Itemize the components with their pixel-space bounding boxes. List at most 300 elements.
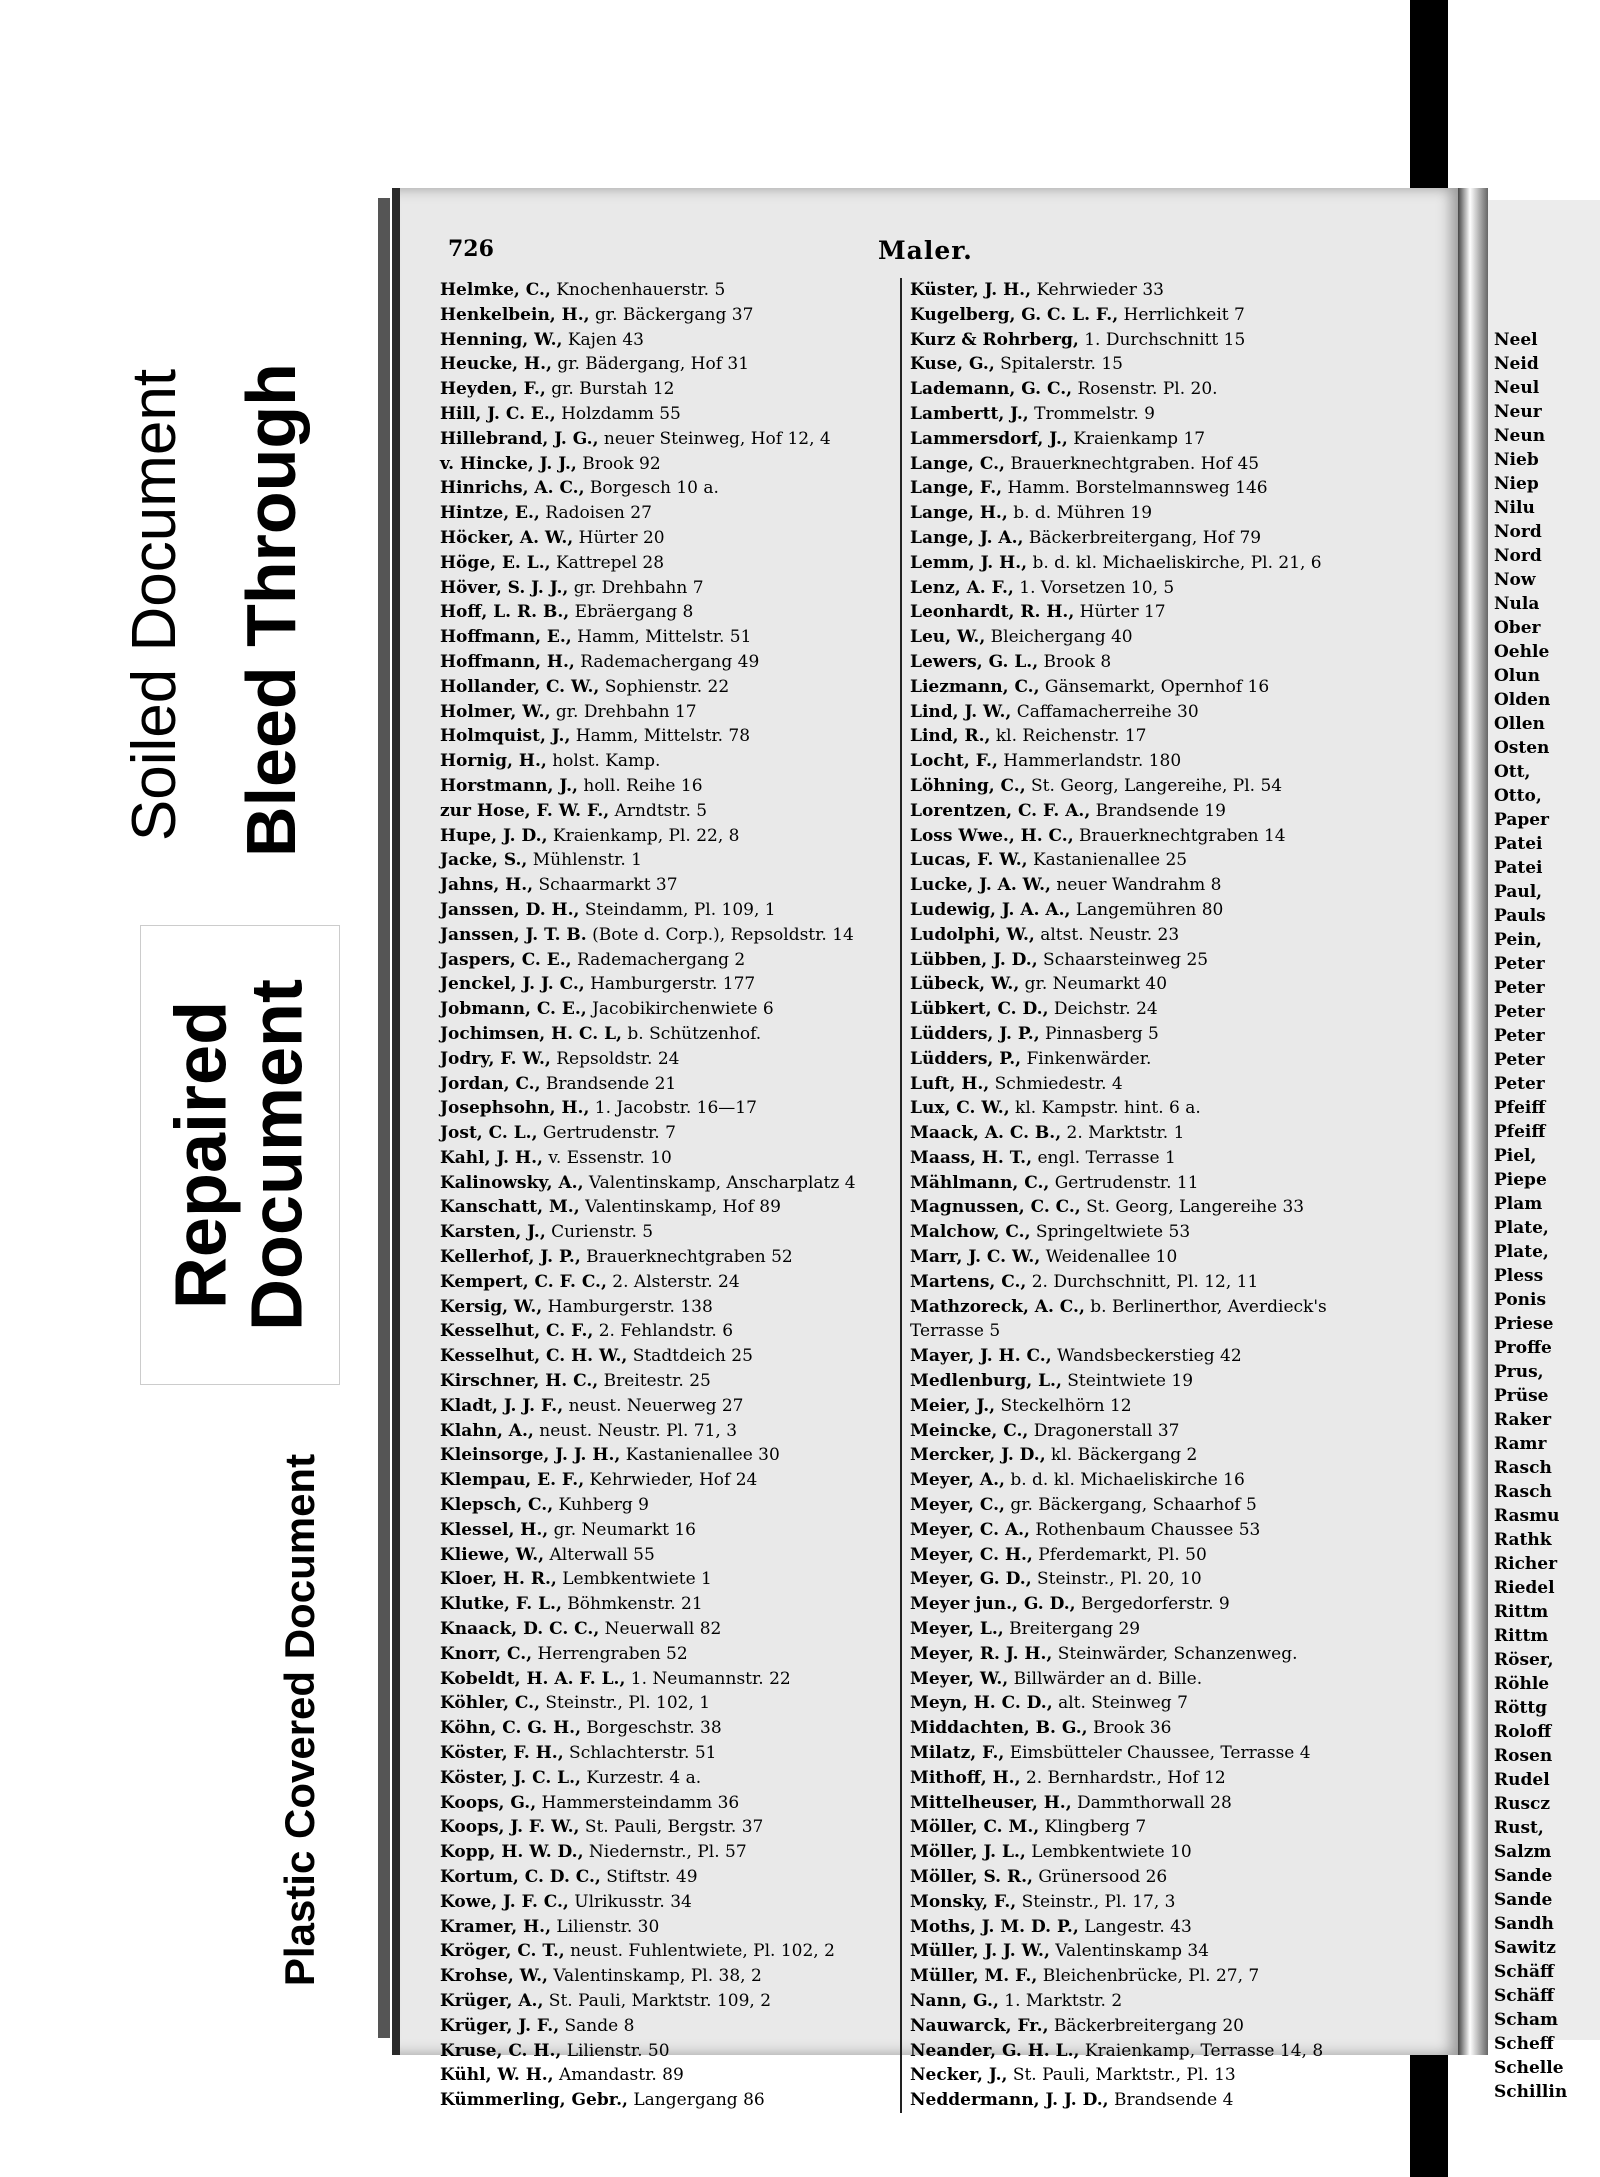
directory-entry — [910, 1022, 1400, 1047]
entry-name: Koops, G., — [440, 1792, 537, 1813]
right-page-fragment — [1488, 200, 1600, 2102]
entry-name: Kümmerling, Gebr., — [440, 2090, 628, 2111]
entry-name: Holmquist, J., — [440, 726, 571, 747]
directory-entry — [440, 1369, 890, 1394]
entry-address: Holzdamm 55 — [561, 403, 681, 424]
entry-name: Kopp, H. W. D., — [440, 1842, 584, 1863]
entry-address: Brook 36 — [1093, 1718, 1172, 1739]
entry-name: Kanschatt, M., — [440, 1197, 580, 1218]
entry-address: kl. Kampstr. hint. 6 a. — [1015, 1098, 1201, 1119]
entry-name: Kellerhof, J. P., — [440, 1247, 581, 1268]
directory-entry — [440, 898, 890, 923]
right-page-fragment-line: Röttg — [1494, 1698, 1548, 1718]
entry-address: Valentinskamp, Pl. 38, 2 — [553, 1966, 762, 1987]
directory-entry — [440, 1518, 890, 1543]
entry-name: Lucas, F. W., — [910, 850, 1028, 871]
directory-entry — [440, 972, 890, 997]
entry-name: Meier, J., — [910, 1395, 996, 1416]
entry-address: Kehrwieder 33 — [1036, 280, 1164, 300]
right-page-fragment-line: Patei — [1494, 834, 1543, 854]
entry-address: Billwärder an d. Bille. — [1013, 1668, 1203, 1689]
right-page-fragment-line: Prüse — [1494, 1386, 1549, 1406]
entry-name: Köhler, C., — [440, 1693, 540, 1714]
right-page-fragment-line: Schäff — [1494, 1962, 1554, 1982]
page-edge — [378, 198, 390, 2038]
entry-name: Klahn, A., — [440, 1420, 534, 1441]
entry-address: 2. Alsterstr. 24 — [612, 1271, 740, 1292]
entry-address: Lilienstr. 50 — [566, 2040, 670, 2061]
entry-address: Sophienstr. 22 — [604, 676, 730, 697]
directory-entry — [440, 1195, 890, 1220]
entry-name: Heyden, F., — [440, 379, 546, 400]
entry-address: neust. Neuerweg 27 — [568, 1395, 744, 1416]
directory-entry — [910, 1766, 1400, 1791]
directory-entry — [910, 1667, 1400, 1692]
entry-address: Brandsende 19 — [1095, 800, 1226, 821]
entry-name: Locht, F., — [910, 751, 998, 772]
soiled-document-label — [110, 300, 200, 910]
directory-entry — [910, 377, 1400, 402]
right-page-fragment-line: Osten — [1494, 738, 1550, 758]
entry-address: b. d. kl. Michaeliskirche, Pl. 21, 6 — [1032, 552, 1322, 573]
directory-entry — [910, 1072, 1400, 1097]
entry-name: Höcker, A. W., — [440, 527, 574, 548]
directory-entry — [910, 1394, 1400, 1419]
entry-address: Steinwärder, Schanzenweg. — [1057, 1643, 1298, 1664]
directory-entry — [910, 551, 1400, 576]
directory-entry — [440, 1295, 890, 1320]
entry-address: St. Pauli, Bergstr. 37 — [584, 1817, 764, 1838]
directory-entry — [910, 625, 1400, 650]
entry-address: Lilienstr. 30 — [556, 1916, 660, 1937]
entry-name: Liezmann, C., — [910, 676, 1040, 697]
directory-entry — [440, 1245, 890, 1270]
entry-name: Kruse, C. H., — [440, 2040, 562, 2061]
entry-address: Schaarsteinweg 25 — [1043, 949, 1209, 970]
entry-name: Hornig, H., — [440, 751, 547, 772]
directory-entry — [910, 352, 1400, 377]
directory-entry — [440, 2088, 890, 2113]
entry-name: Luft, H., — [910, 1073, 990, 1094]
entry-name: Moths, J. M. D. P., — [910, 1916, 1079, 1937]
entry-name: Jenckel, J. J. C., — [440, 974, 585, 995]
entry-address: Kehrwieder, Hof 24 — [589, 1470, 758, 1491]
entry-name: Lux, C. W., — [910, 1098, 1010, 1119]
right-page-fragment-line: Neul — [1494, 378, 1540, 398]
entry-address: 2. Fehlandstr. 6 — [598, 1321, 734, 1342]
entry-name: Hollander, C. W., — [440, 676, 600, 697]
entry-address: Brauerknechtgraben 14 — [1079, 825, 1286, 846]
directory-entry — [440, 774, 890, 799]
entry-name: Hintze, E., — [440, 503, 540, 524]
entry-name: Henning, W., — [440, 329, 563, 350]
directory-entry — [910, 1865, 1400, 1890]
entry-name: Höge, E. L., — [440, 552, 551, 573]
right-page-fragment-line: Ott, — [1494, 762, 1531, 782]
right-page-fragment-line: Schäff — [1494, 1986, 1554, 2006]
repaired-line-1: Repaired — [161, 1000, 242, 1310]
right-page-list — [1488, 328, 1567, 2104]
entry-name: Leu, W., — [910, 627, 986, 648]
entry-name: Kloer, H. R., — [440, 1569, 557, 1590]
entry-name: Meyer, C., — [910, 1495, 1005, 1516]
entry-address: Langestr. 43 — [1084, 1916, 1192, 1937]
right-page-fragment-line: Patei — [1494, 858, 1543, 878]
directory-entry — [910, 600, 1400, 625]
directory-entry — [910, 1270, 1400, 1295]
right-page-fragment-line: Richer — [1494, 1554, 1558, 1574]
entry-name: Kühl, W. H., — [440, 2065, 554, 2086]
entry-name: Maass, H. T., — [910, 1147, 1033, 1168]
right-page-fragment-line: Neid — [1494, 354, 1539, 374]
entry-name: Maack, A. C. B., — [910, 1123, 1062, 1144]
right-page-fragment-line: Pfeiff — [1494, 1098, 1546, 1118]
directory-entry — [440, 749, 890, 774]
entry-address: gr. Neumarkt 40 — [1024, 974, 1168, 995]
entry-address: Dragonerstall 37 — [1033, 1420, 1180, 1441]
entry-name: Hupe, J. D., — [440, 825, 548, 846]
entry-address: St. Georg, Langereihe 33 — [1086, 1197, 1305, 1218]
directory-entry — [440, 2014, 890, 2039]
directory-entry — [440, 1592, 890, 1617]
directory-entry — [440, 848, 890, 873]
entry-name: Hillebrand, J. G., — [440, 428, 599, 449]
entry-name: Mithoff, H., — [910, 1767, 1021, 1788]
entry-name: Lange, C., — [910, 453, 1005, 474]
right-page-fragment-line: Rasch — [1494, 1458, 1552, 1478]
directory-entry — [440, 1419, 890, 1444]
page-heading: Maler. — [878, 236, 973, 265]
directory-entry — [440, 1865, 890, 1890]
entry-address: v. Essenstr. 10 — [548, 1147, 672, 1168]
entry-address: Bergedorferstr. 9 — [1080, 1594, 1230, 1615]
entry-address: Schmiedestr. 4 — [994, 1073, 1123, 1094]
directory-entry — [440, 278, 890, 303]
plastic-covered-text: Plastic Covered Document — [276, 1453, 323, 1987]
entry-name: Horstmann, J., — [440, 775, 578, 796]
entry-name: Jodry, F. W., — [440, 1048, 551, 1069]
entry-address: Rademachergang 2 — [576, 949, 746, 970]
entry-address: neust. Fuhlentwiete, Pl. 102, 2 — [570, 1941, 835, 1962]
entry-name: Meyer, C. A., — [910, 1519, 1030, 1540]
right-page-fragment-line: Prus, — [1494, 1362, 1544, 1382]
entry-address: Wandsbeckerstieg 42 — [1057, 1346, 1242, 1367]
directory-entry — [910, 1716, 1400, 1741]
entry-name: Löhning, C., — [910, 775, 1026, 796]
right-page-fragment-line: Neur — [1494, 402, 1542, 422]
directory-entry — [910, 427, 1400, 452]
directory-entry — [440, 1394, 890, 1419]
directory-entry — [440, 476, 890, 501]
entry-address: Bäckerbreitergang 20 — [1053, 2015, 1244, 2036]
entry-address: Brandsende 21 — [545, 1073, 677, 1094]
entry-address: b. Berlinerthor, Averdieck's — [1090, 1296, 1327, 1317]
directory-entry — [440, 1443, 890, 1468]
directory-entry — [440, 923, 890, 948]
directory-entry — [910, 1989, 1400, 2014]
entry-name: Kliewe, W., — [440, 1544, 545, 1565]
entry-name: Meyer, A., — [910, 1470, 1005, 1491]
right-page-fragment-line: Peter — [1494, 954, 1545, 974]
repaired-document-label — [140, 925, 340, 1385]
directory-entry — [440, 1791, 890, 1816]
directory-entry — [440, 427, 890, 452]
entry-name: v. Hincke, J. J., — [440, 453, 577, 474]
directory-entry — [440, 1096, 890, 1121]
entry-address: Arndtstr. 5 — [614, 800, 708, 821]
right-page-fragment-line: Olun — [1494, 666, 1540, 686]
directory-entry — [910, 1468, 1400, 1493]
left-column — [440, 278, 890, 2113]
entry-address: Finkenwärder. — [1026, 1048, 1152, 1069]
entry-address: 1. Neumannstr. 22 — [630, 1668, 791, 1689]
right-page-fragment-line: Pauls — [1494, 906, 1546, 926]
book-gutter — [1458, 188, 1488, 2055]
right-page-fragment-line: Röser, — [1494, 1650, 1554, 1670]
entry-address: Kraienkamp, Pl. 22, 8 — [552, 825, 740, 846]
directory-entry — [440, 1146, 890, 1171]
directory-entry — [910, 1543, 1400, 1568]
entry-address: Borgeschstr. 38 — [586, 1718, 722, 1739]
entry-address: Brauerknechtgraben. Hof 45 — [1010, 453, 1260, 474]
directory-entry — [910, 1493, 1400, 1518]
entry-address: Borgesch 10 a. — [589, 478, 719, 499]
entry-name: Meyer, G. D., — [910, 1569, 1032, 1590]
right-page-fragment-line: Peter — [1494, 1002, 1545, 1022]
entry-name: Küster, J. H., — [910, 280, 1032, 300]
entry-address: Breitestr. 25 — [603, 1371, 711, 1392]
entry-name: Lübkert, C. D., — [910, 999, 1049, 1020]
entry-name: Janssen, J. T. B. — [440, 924, 587, 945]
entry-name: Jochimsen, H. C. L, — [440, 1023, 622, 1044]
directory-entry — [440, 625, 890, 650]
right-page-fragment-line: Scheff — [1494, 2034, 1554, 2054]
entry-name: Lüdders, J. P., — [910, 1023, 1040, 1044]
directory-entry — [440, 1815, 890, 1840]
entry-address: Kastanienallee 30 — [625, 1445, 780, 1466]
right-page-fragment-line: Roloff — [1494, 1722, 1552, 1742]
entry-name: Magnussen, C. C., — [910, 1197, 1081, 1218]
entry-name: Mathzoreck, A. C., — [910, 1296, 1085, 1317]
entry-address: kl. Reichenstr. 17 — [995, 726, 1147, 747]
entry-name: Klutke, F. L., — [440, 1594, 562, 1615]
entry-address: Alterwall 55 — [549, 1544, 655, 1565]
page-number: 726 — [448, 236, 494, 262]
directory-entry — [910, 997, 1400, 1022]
entry-address: b. Schützenhof. — [627, 1023, 762, 1044]
entry-name: Josephsohn, H., — [440, 1098, 590, 1119]
directory-entry — [910, 1915, 1400, 1940]
directory-entry — [910, 2014, 1400, 2039]
directory-entry — [910, 824, 1400, 849]
entry-address: Grünersood 26 — [1038, 1867, 1168, 1887]
entry-address: neuer Steinweg, Hof 12, 4 — [603, 428, 831, 449]
entry-name: Kempert, C. F. C., — [440, 1271, 607, 1292]
entry-address: Hamburgerstr. 138 — [547, 1296, 713, 1317]
entry-address: neust. Neustr. Pl. 71, 3 — [539, 1420, 738, 1441]
directory-entry — [910, 1319, 1400, 1344]
entry-address: b. d. Mühren 19 — [1013, 503, 1153, 524]
right-page-fragment-line: Rasmu — [1494, 1506, 1560, 1526]
directory-entry — [440, 1840, 890, 1865]
right-page-fragment-line: Sande — [1494, 1890, 1553, 1910]
right-page-fragment-line: Pless — [1494, 1266, 1544, 1286]
directory-entry — [440, 1319, 890, 1344]
right-page-fragment-line: Rosen — [1494, 1746, 1553, 1766]
directory-entry — [910, 452, 1400, 477]
entry-name: Lübeck, W., — [910, 974, 1020, 995]
directory-entry — [910, 1741, 1400, 1766]
entry-address: Trommelstr. 9 — [1034, 403, 1156, 424]
directory-entry — [910, 1518, 1400, 1543]
entry-name: Neander, G. H. L., — [910, 2040, 1080, 2061]
entry-address: engl. Terrasse 1 — [1037, 1147, 1176, 1168]
entry-name: Kurz & Rohrberg, — [910, 329, 1079, 350]
entry-address: Valentinskamp 34 — [1055, 1941, 1209, 1962]
entry-name: Jahns, H., — [440, 875, 534, 896]
entry-address: gr. Bädergang, Hof 31 — [557, 354, 750, 375]
right-page-fragment-line: Rust, — [1494, 1818, 1544, 1838]
entry-address: 2. Marktstr. 1 — [1066, 1123, 1185, 1144]
directory-entry — [910, 1146, 1400, 1171]
directory-entry — [440, 576, 890, 601]
entry-address: Springeltwiete 53 — [1035, 1222, 1191, 1243]
directory-entry — [440, 1171, 890, 1196]
directory-entry — [440, 1915, 890, 1940]
entry-address: Hamm, Mittelstr. 78 — [575, 726, 751, 747]
entry-address: kl. Bäckergang 2 — [1051, 1445, 1198, 1466]
directory-entry — [440, 352, 890, 377]
entry-name: Lenz, A. F., — [910, 577, 1014, 598]
directory-entry — [440, 1939, 890, 1964]
entry-name: Mittelheuser, H., — [910, 1792, 1072, 1813]
directory-entry — [440, 1766, 890, 1791]
entry-name: Monsky, F., — [910, 1891, 1017, 1912]
entry-address: Radoisen 27 — [545, 503, 652, 524]
entry-address: 1. Vorsetzen 10, 5 — [1019, 577, 1175, 598]
entry-address: Langemühren 80 — [1075, 899, 1224, 920]
directory-entry — [910, 1171, 1400, 1196]
directory-entry — [910, 328, 1400, 353]
directory-entry — [440, 402, 890, 427]
entry-name: Kuse, G., — [910, 354, 995, 375]
entry-address: Stiftstr. 49 — [606, 1867, 698, 1887]
right-page-fragment-line: Nilu — [1494, 498, 1535, 518]
right-page-fragment-line: Piepe — [1494, 1170, 1547, 1190]
entry-address: gr. Drehbahn 17 — [555, 701, 697, 722]
right-page-fragment-line: Rittm — [1494, 1602, 1549, 1622]
entry-name: Mählmann, C., — [910, 1172, 1050, 1193]
right-page-fragment-line: Nula — [1494, 594, 1540, 614]
entry-address: Mühlenstr. 1 — [532, 850, 642, 871]
entry-name: Lucke, J. A. W., — [910, 875, 1051, 896]
entry-address: Bleichenbrücke, Pl. 27, 7 — [1042, 1966, 1260, 1987]
entry-address: Brook 8 — [1043, 651, 1112, 672]
plastic-covered-label — [250, 1410, 350, 2030]
entry-name: Lange, H., — [910, 503, 1008, 524]
directory-entry — [910, 749, 1400, 774]
entry-name: Kersig, W., — [440, 1296, 543, 1317]
directory-entry — [910, 1815, 1400, 1840]
directory-entry — [440, 1468, 890, 1493]
entry-name: Leonhardt, R. H., — [910, 602, 1075, 623]
directory-entry — [910, 700, 1400, 725]
entry-name: Kladt, J. J. F., — [440, 1395, 564, 1416]
entry-name: Meyer, R. J. H., — [910, 1643, 1053, 1664]
entry-address: Brook 92 — [582, 453, 661, 474]
entry-name: Knorr, C., — [440, 1643, 533, 1664]
entry-address: gr. Neumarkt 16 — [553, 1519, 696, 1540]
entry-address: Valentinskamp, Hof 89 — [585, 1197, 781, 1218]
directory-entry — [910, 1567, 1400, 1592]
entry-name: Milatz, F., — [910, 1743, 1005, 1764]
right-page-fragment-line: Rudel — [1494, 1770, 1550, 1790]
directory-entry — [910, 1096, 1400, 1121]
entry-address: 2. Bernhardstr., Hof 12 — [1025, 1767, 1226, 1788]
entry-name: Lorentzen, C. F. A., — [910, 800, 1091, 821]
entry-name: Janssen, D. H., — [440, 899, 580, 920]
entry-address: Steinstr., Pl. 20, 10 — [1037, 1569, 1202, 1590]
soiled-document-text: Soiled Document — [120, 368, 189, 842]
entry-name: Lind, J. W., — [910, 701, 1012, 722]
entry-address: gr. Bäckergang 37 — [594, 304, 754, 325]
directory-entry — [440, 328, 890, 353]
entry-address: Hamm, Mittelstr. 51 — [577, 627, 752, 648]
entry-name: Lange, J. A., — [910, 527, 1024, 548]
directory-entry — [910, 526, 1400, 551]
entry-address: Niedernstr., Pl. 57 — [588, 1842, 747, 1863]
entry-address: St. Pauli, Marktstr. 109, 2 — [548, 1990, 772, 2011]
right-page-fragment-line: Ruscz — [1494, 1794, 1551, 1814]
directory-entry — [440, 1022, 890, 1047]
entry-name: Köster, J. C. L., — [440, 1767, 581, 1788]
entry-address: Kattrepel 28 — [555, 552, 665, 573]
right-page-fragment-line: Sande — [1494, 1866, 1553, 1886]
entry-address: Terrasse 5 — [910, 1321, 1001, 1342]
entry-address: 1. Jacobstr. 16—17 — [594, 1098, 757, 1119]
directory-entry — [440, 551, 890, 576]
entry-name: Neddermann, J. J. D., — [910, 2090, 1109, 2111]
directory-entry — [440, 2039, 890, 2064]
directory-entry — [910, 675, 1400, 700]
directory-entry — [910, 972, 1400, 997]
entry-name: Nauwarck, Fr., — [910, 2015, 1049, 2036]
right-page-fragment-line: Peter — [1494, 1074, 1545, 1094]
directory-entry — [910, 303, 1400, 328]
directory-entry — [910, 402, 1400, 427]
directory-entry — [440, 799, 890, 824]
directory-entry — [440, 1691, 890, 1716]
entry-name: Jacke, S., — [440, 850, 528, 871]
entry-address: Stadtdeich 25 — [632, 1346, 753, 1367]
right-page-fragment-line: Plate, — [1494, 1242, 1549, 1262]
right-page-fragment-line: Paper — [1494, 810, 1550, 830]
entry-name: Lammersdorf, J., — [910, 428, 1068, 449]
entry-address: holl. Reihe 16 — [583, 775, 703, 796]
entry-name: Krüger, J. F., — [440, 2015, 560, 2036]
entry-address: Neuerwall 82 — [604, 1619, 722, 1640]
right-page-fragment-line: Ober — [1494, 618, 1541, 638]
entry-address: 1. Marktstr. 2 — [1004, 1990, 1123, 2011]
entry-name: Kowe, J. F. C., — [440, 1891, 569, 1912]
right-page-fragment-line: Olden — [1494, 690, 1551, 710]
right-page-fragment-line: Scham — [1494, 2010, 1558, 2030]
right-page-fragment-line: Raker — [1494, 1410, 1552, 1430]
entry-name: Middachten, B. G., — [910, 1718, 1088, 1739]
entry-address: Kurzestr. 4 a. — [586, 1767, 702, 1788]
entry-address: Jacobikirchenwiete 6 — [592, 999, 774, 1020]
directory-entry — [910, 476, 1400, 501]
